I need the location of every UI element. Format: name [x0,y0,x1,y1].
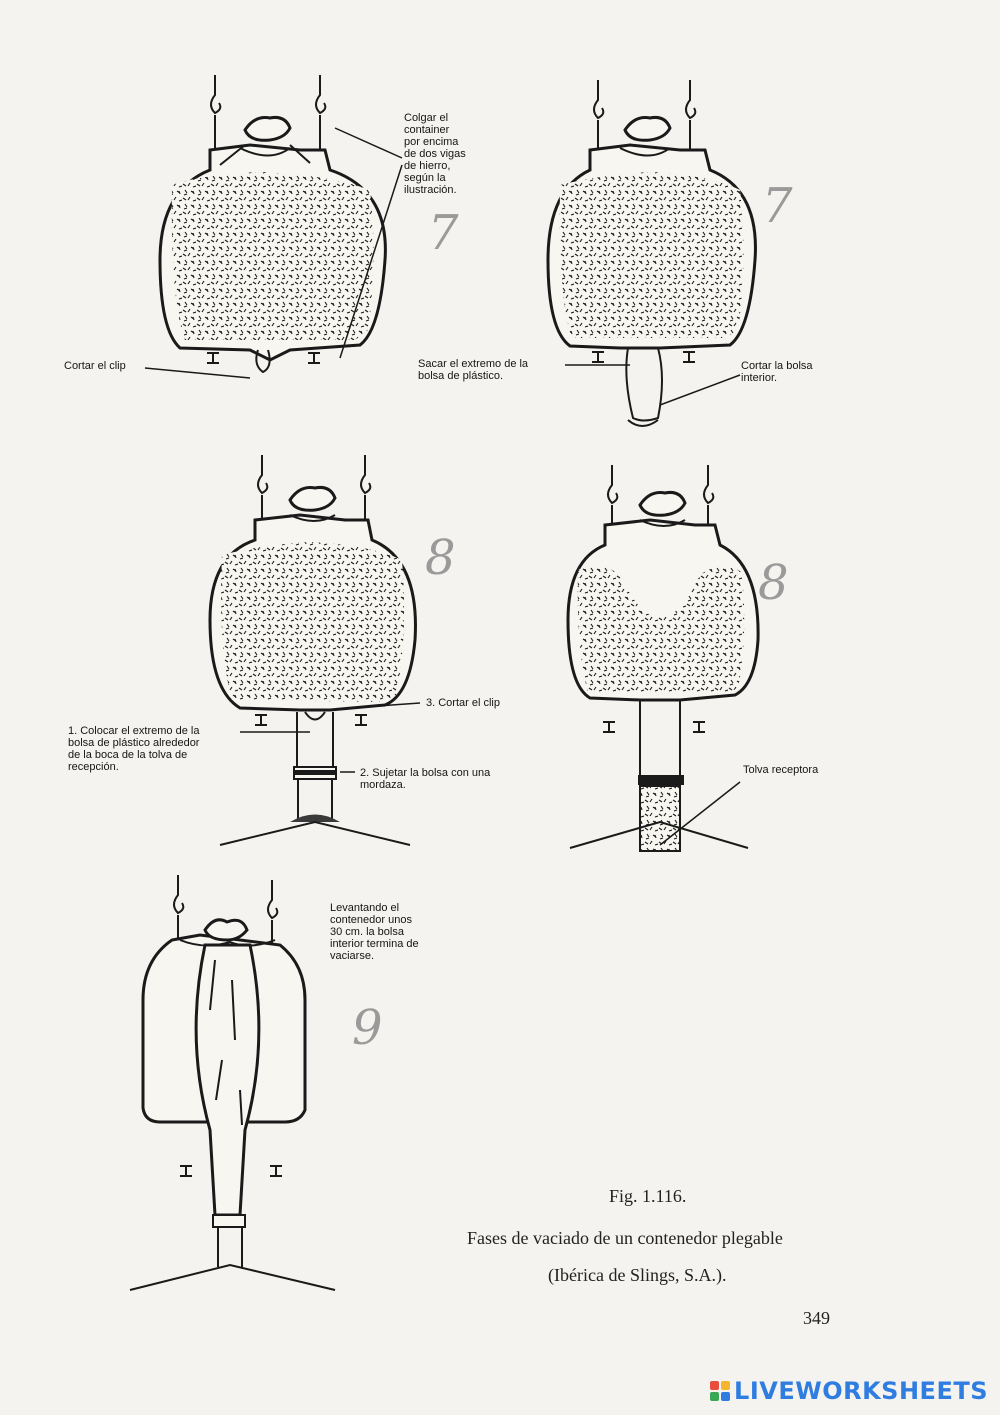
inner-bag [196,945,259,1215]
hook-left-icon [211,75,220,113]
beam-right-icon [308,353,320,363]
figure-title: Fases de vaciado de un contenedor plegable [467,1228,783,1248]
diagram-phase-2 [548,80,755,426]
handwritten-mark: 8 [758,555,789,611]
handwritten-mark: 9 [352,1000,383,1056]
beam-left-icon [207,353,219,363]
label-cut-inner-bag: Cortar la bolsa interior. [741,360,813,384]
handwritten-mark: 7 [762,178,793,234]
arrow-cut-clip [145,368,250,378]
diagram-phase-1 [145,75,402,378]
label-cut-clip-3: 3. Cortar el clip [426,697,500,709]
label-place-bag-end: 1. Colocar el extremo de la bolsa de plástico alrededor de la boca de la tolva de recepción. [68,725,200,773]
liveworksheets-logo [710,1377,988,1405]
label-pull-bag-end: Sacar el extremo de la bolsa de plástico. [418,358,529,382]
page-number: 349 [803,1308,830,1328]
label-cut-clip: Cortar el clip [64,360,126,372]
diagram-phase-5 [130,875,335,1290]
hook-right-icon [316,75,325,113]
label-hang-container: Colgar el container por encima de dos vigas de hierro, según la ilustración. [404,112,466,196]
figure-source: (Ibérica de Slings, S.A.). [548,1265,727,1285]
handwritten-mark: 7 [428,205,459,261]
logo-text: LIVEWORKSHEETS [734,1377,988,1405]
logo-grid-icon [710,1381,730,1401]
label-receiving-hopper: Tolva receptora [743,764,819,776]
tied-top-icon [245,117,290,140]
label-lift-container: Levantando el contenedor unos 30 cm. la bolsa interior termina de vaciarse. [330,902,419,962]
label-clamp-bag: 2. Sujetar la bolsa con una mordaza. [360,767,491,791]
handwritten-mark: 8 [425,530,456,586]
granular-fill [172,172,374,340]
diagram-phase-4 [568,465,758,851]
figure-number: Fig. 1.116. [609,1186,687,1206]
